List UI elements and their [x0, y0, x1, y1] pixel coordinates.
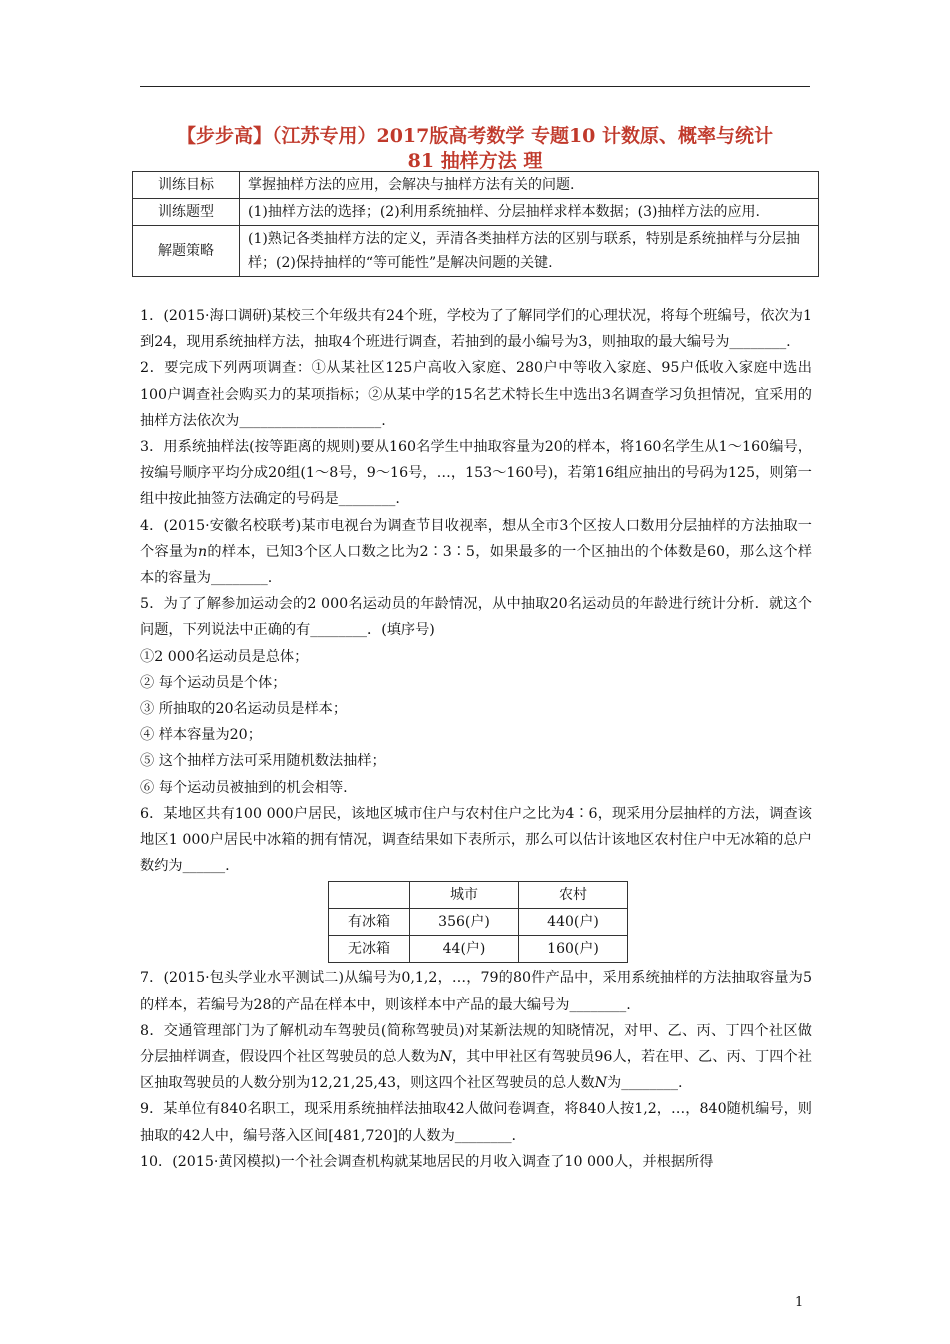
- fridge-cell: 有冰箱: [329, 909, 410, 936]
- question-6: 6．某地区共有100 000户居民，该地区城市住户与农村住户之比为4∶6，现采用分层抽样的方法，调查该地区1 000户居民中冰箱的拥有情况，调查结果如下表所示，那么可以估计该地区农村住户中无冰箱的总户数约为______.: [140, 805, 812, 875]
- question-4: [140, 513, 812, 592]
- fridge-cell: 无冰箱: [329, 936, 410, 963]
- title-line-1: 【步步高】（江苏专用）2017版高考数学 专题10 计数原、概率与统计: [176, 125, 774, 147]
- questions-body: [140, 303, 812, 1175]
- info-label: 训练目标: [133, 172, 240, 199]
- q5-option: ①2 000名运动员是总体；: [140, 648, 309, 665]
- title-line-2: 81 抽样方法 理: [407, 150, 543, 172]
- fridge-cell: 160(户): [519, 936, 628, 963]
- q4-variable: n: [197, 543, 208, 560]
- q8-variable: N: [439, 1049, 452, 1066]
- info-label: 训练题型: [133, 199, 240, 226]
- q4-text: 4．(2015·安徽名校联考)某市电视台为调查节目收视率，想从全市3个区按人口数用分层抽样的方法抽取一个容量为: [140, 517, 812, 560]
- fridge-row: [329, 936, 628, 963]
- fridge-cell: 44(户): [410, 936, 519, 963]
- header-rule: [140, 86, 810, 87]
- q8-text: 8．交通管理部门为了解机动车驾驶员(简称驾驶员)对某新法规的知晓情况，对甲、乙、丙、丁四个社区做分层抽样调查，假设四个社区驾驶员的总人数为: [140, 1022, 812, 1066]
- info-text: (1)抽样方法的选择；(2)利用系统抽样、分层抽样求样本数据；(3)抽样方法的应用.: [240, 199, 819, 226]
- q5-option: ④ 样本容量为20；: [140, 727, 262, 744]
- info-row-goal: [133, 172, 819, 199]
- question-10: 10．(2015·黄冈模拟)一个社会调查机构就某地居民的月收入调查了10 000人，并根据所得: [140, 1153, 714, 1170]
- info-row-strategy: [133, 226, 819, 277]
- q4-text: 的样本，已知3个区人口数之比为2∶3∶5，如果最多的一个区抽出的个体数是60，那么这个样本的容量为________.: [140, 543, 812, 587]
- page-title: [130, 124, 820, 174]
- fridge-cell: 440(户): [519, 909, 628, 936]
- question-8: [140, 1018, 812, 1097]
- q5-option: ② 每个运动员是个体；: [140, 674, 287, 691]
- q5-option: ⑤ 这个抽样方法可采用随机数法抽样；: [140, 753, 386, 770]
- fridge-cell: 356(户): [410, 909, 519, 936]
- fridge-header-row: [329, 882, 628, 909]
- question-1: 1．(2015·海口调研)某校三个年级共有24个班，学校为了了解同学们的心理状况，将每个班编号，依次为1到24，现用系统抽样方法，抽取4个班进行调查，若抽到的最小编号为3，则抽取的最大编号为________.: [140, 308, 812, 351]
- question-3: 3．用系统抽样法(按等距离的规则)要从160名学生中抽取容量为20的样本，将160名学生从1～160编号，按编号顺序平均分成20组(1～8号，9～16号，…，153～160号)，若第16组应抽出的号码为125，则第一组中按此抽签方法确定的号码是________.: [140, 439, 812, 508]
- q8-text: 为________.: [607, 1075, 683, 1092]
- question-7: 7．(2015·包头学业水平测试二)从编号为0,1,2，…，79的80件产品中，采用系统抽样的方法抽取容量为5的样本，若编号为28的产品在样本中，则该样本中产品的最大编号为________.: [140, 970, 812, 1013]
- info-text: (1)熟记各类抽样方法的定义，弄清各类抽样方法的区别与联系，特别是系统抽样与分层抽样；(2)保持抽样的“等可能性”是解决问题的关键.: [240, 226, 819, 277]
- question-5: 5．为了了解参加运动会的2 000名运动员的年龄情况，从中抽取20名运动员的年龄进行统计分析．就这个问题，下列说法中正确的有________．(填序号): [140, 596, 812, 639]
- fridge-row: [329, 909, 628, 936]
- q5-option: ⑥ 每个运动员被抽到的机会相等.: [140, 779, 348, 796]
- info-text: 掌握抽样方法的应用，会解决与抽样方法有关的问题.: [240, 172, 819, 199]
- fridge-table: [328, 881, 628, 963]
- question-9: 9．某单位有840名职工，现采用系统抽样法抽取42人做问卷调查，将840人按1,2，…，840随机编号，则抽取的42人中，编号落入区间[481,720]的人数为________.: [140, 1101, 812, 1144]
- fridge-header-cell: 农村: [519, 882, 628, 909]
- question-2: 2．要完成下列两项调查：①从某社区125户高收入家庭、280户中等收入家庭、95户低收入家庭中选出100户调查社会购买力的某项指标；②从某中学的15名艺术特长生中选出3名调查学习负担情况，宜采用的抽样方法依次为____________________.: [140, 360, 812, 429]
- q5-option: ③ 所抽取的20名运动员是样本；: [140, 701, 348, 718]
- training-info-table: [132, 171, 819, 277]
- fridge-header-cell: [329, 882, 410, 909]
- q8-variable: N: [594, 1075, 608, 1092]
- info-row-types: [133, 199, 819, 226]
- fridge-header-cell: 城市: [410, 882, 519, 909]
- q8-text: ，其中甲社区有驾驶员96人，若在甲、乙、丙、丁四个社区抽取驾驶员的人数分别为12,21,25,43，则这四个社区驾驶员的总人数: [140, 1049, 812, 1092]
- info-label: 解题策略: [133, 226, 240, 277]
- page-number: 1: [795, 1295, 804, 1310]
